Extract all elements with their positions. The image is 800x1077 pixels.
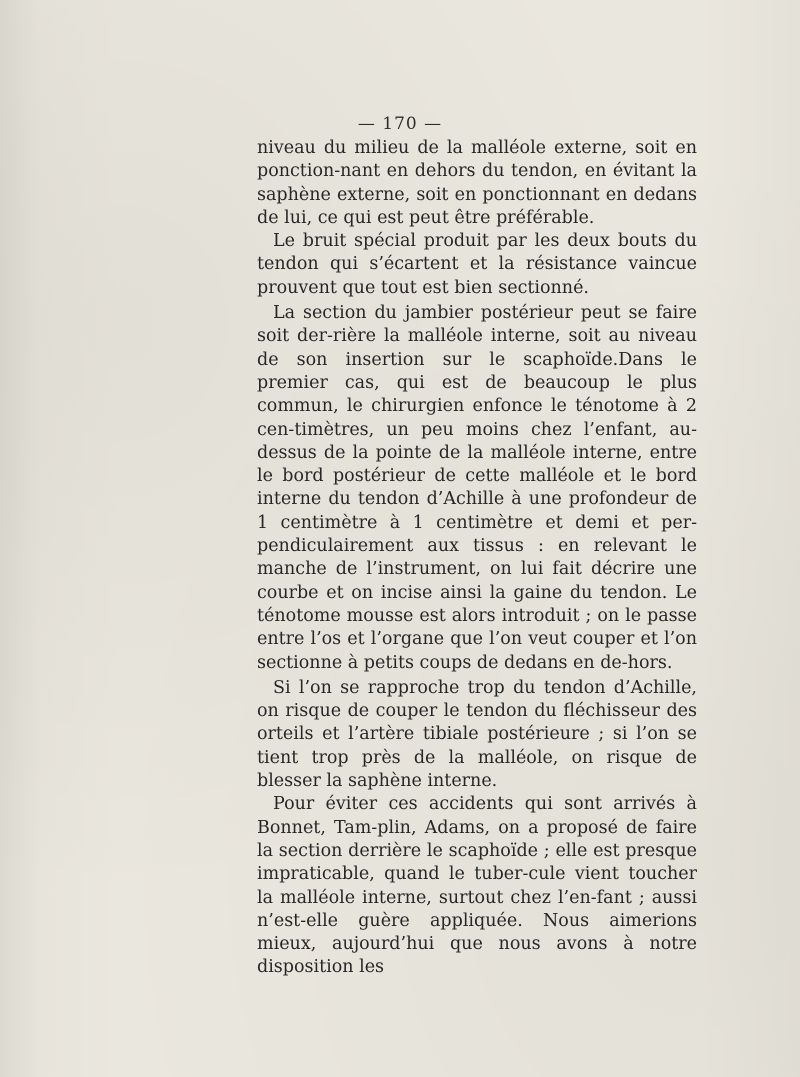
paragraph-1: niveau du milieu de la malléole externe, soit en ponction-nant en dehors du tendon, en évitant la saphène externe, soit en ponctionnant en dedans de lui, ce qui est peut être préférable. bbox=[257, 138, 697, 228]
body-text bbox=[257, 137, 697, 980]
paragraph-2: Le bruit spécial produit par les deux bouts du tendon qui s’écartent et la résistance vaincue prouvent que tout est bien sectionné. bbox=[257, 231, 697, 298]
page-number: — 170 — bbox=[357, 114, 443, 134]
paragraph-4: Si l’on se rapproche trop du tendon d’Achille, on risque de couper le tendon du fléchisseur des orteils et l’artère tibiale postérieure ; si l’on se tient trop près de la malléole, on risque de blesser la saphène interne. bbox=[257, 677, 697, 792]
paragraph-3: La section du jambier postérieur peut se faire soit der-rière la malléole interne, soit au niveau de son insertion sur le scaphoïde.Dans le premier cas, qui est de beaucoup le plus commun, le chirurgien enfonce le ténotome à 2 cen-timètres, un peu moins chez l’enfant, au-dessus de la pointe de la malléole interne, entre le bord postérieur de cette malléole et le bord interne du tendon d’Achille à une profondeur de 1 centimètre à 1 centimètre et demi et per-pendiculairement aux tissus : en relevant le manche de l’instrument, on lui fait décrire une courbe et on incise ainsi la gaine du tendon. Le ténotome mousse est alors introduit ; on le passe entre l’os et l’organe que l’on veut couper et l’on sectionne à petits coups de dedans en de-hors. bbox=[257, 303, 697, 673]
paragraph-5: Pour éviter ces accidents qui sont arrivés à Bonnet, Tam-plin, Adams, on a proposé de faire la section derrière le scaphoïde ; elle est presque impraticable, quand le tuber-cule vient toucher la malléole interne, surtout chez l’en-fant ; aussi n’est-elle guère appliquée. Nous aimerions mieux, aujourd’hui que nous avons à notre disposition les bbox=[257, 794, 697, 978]
